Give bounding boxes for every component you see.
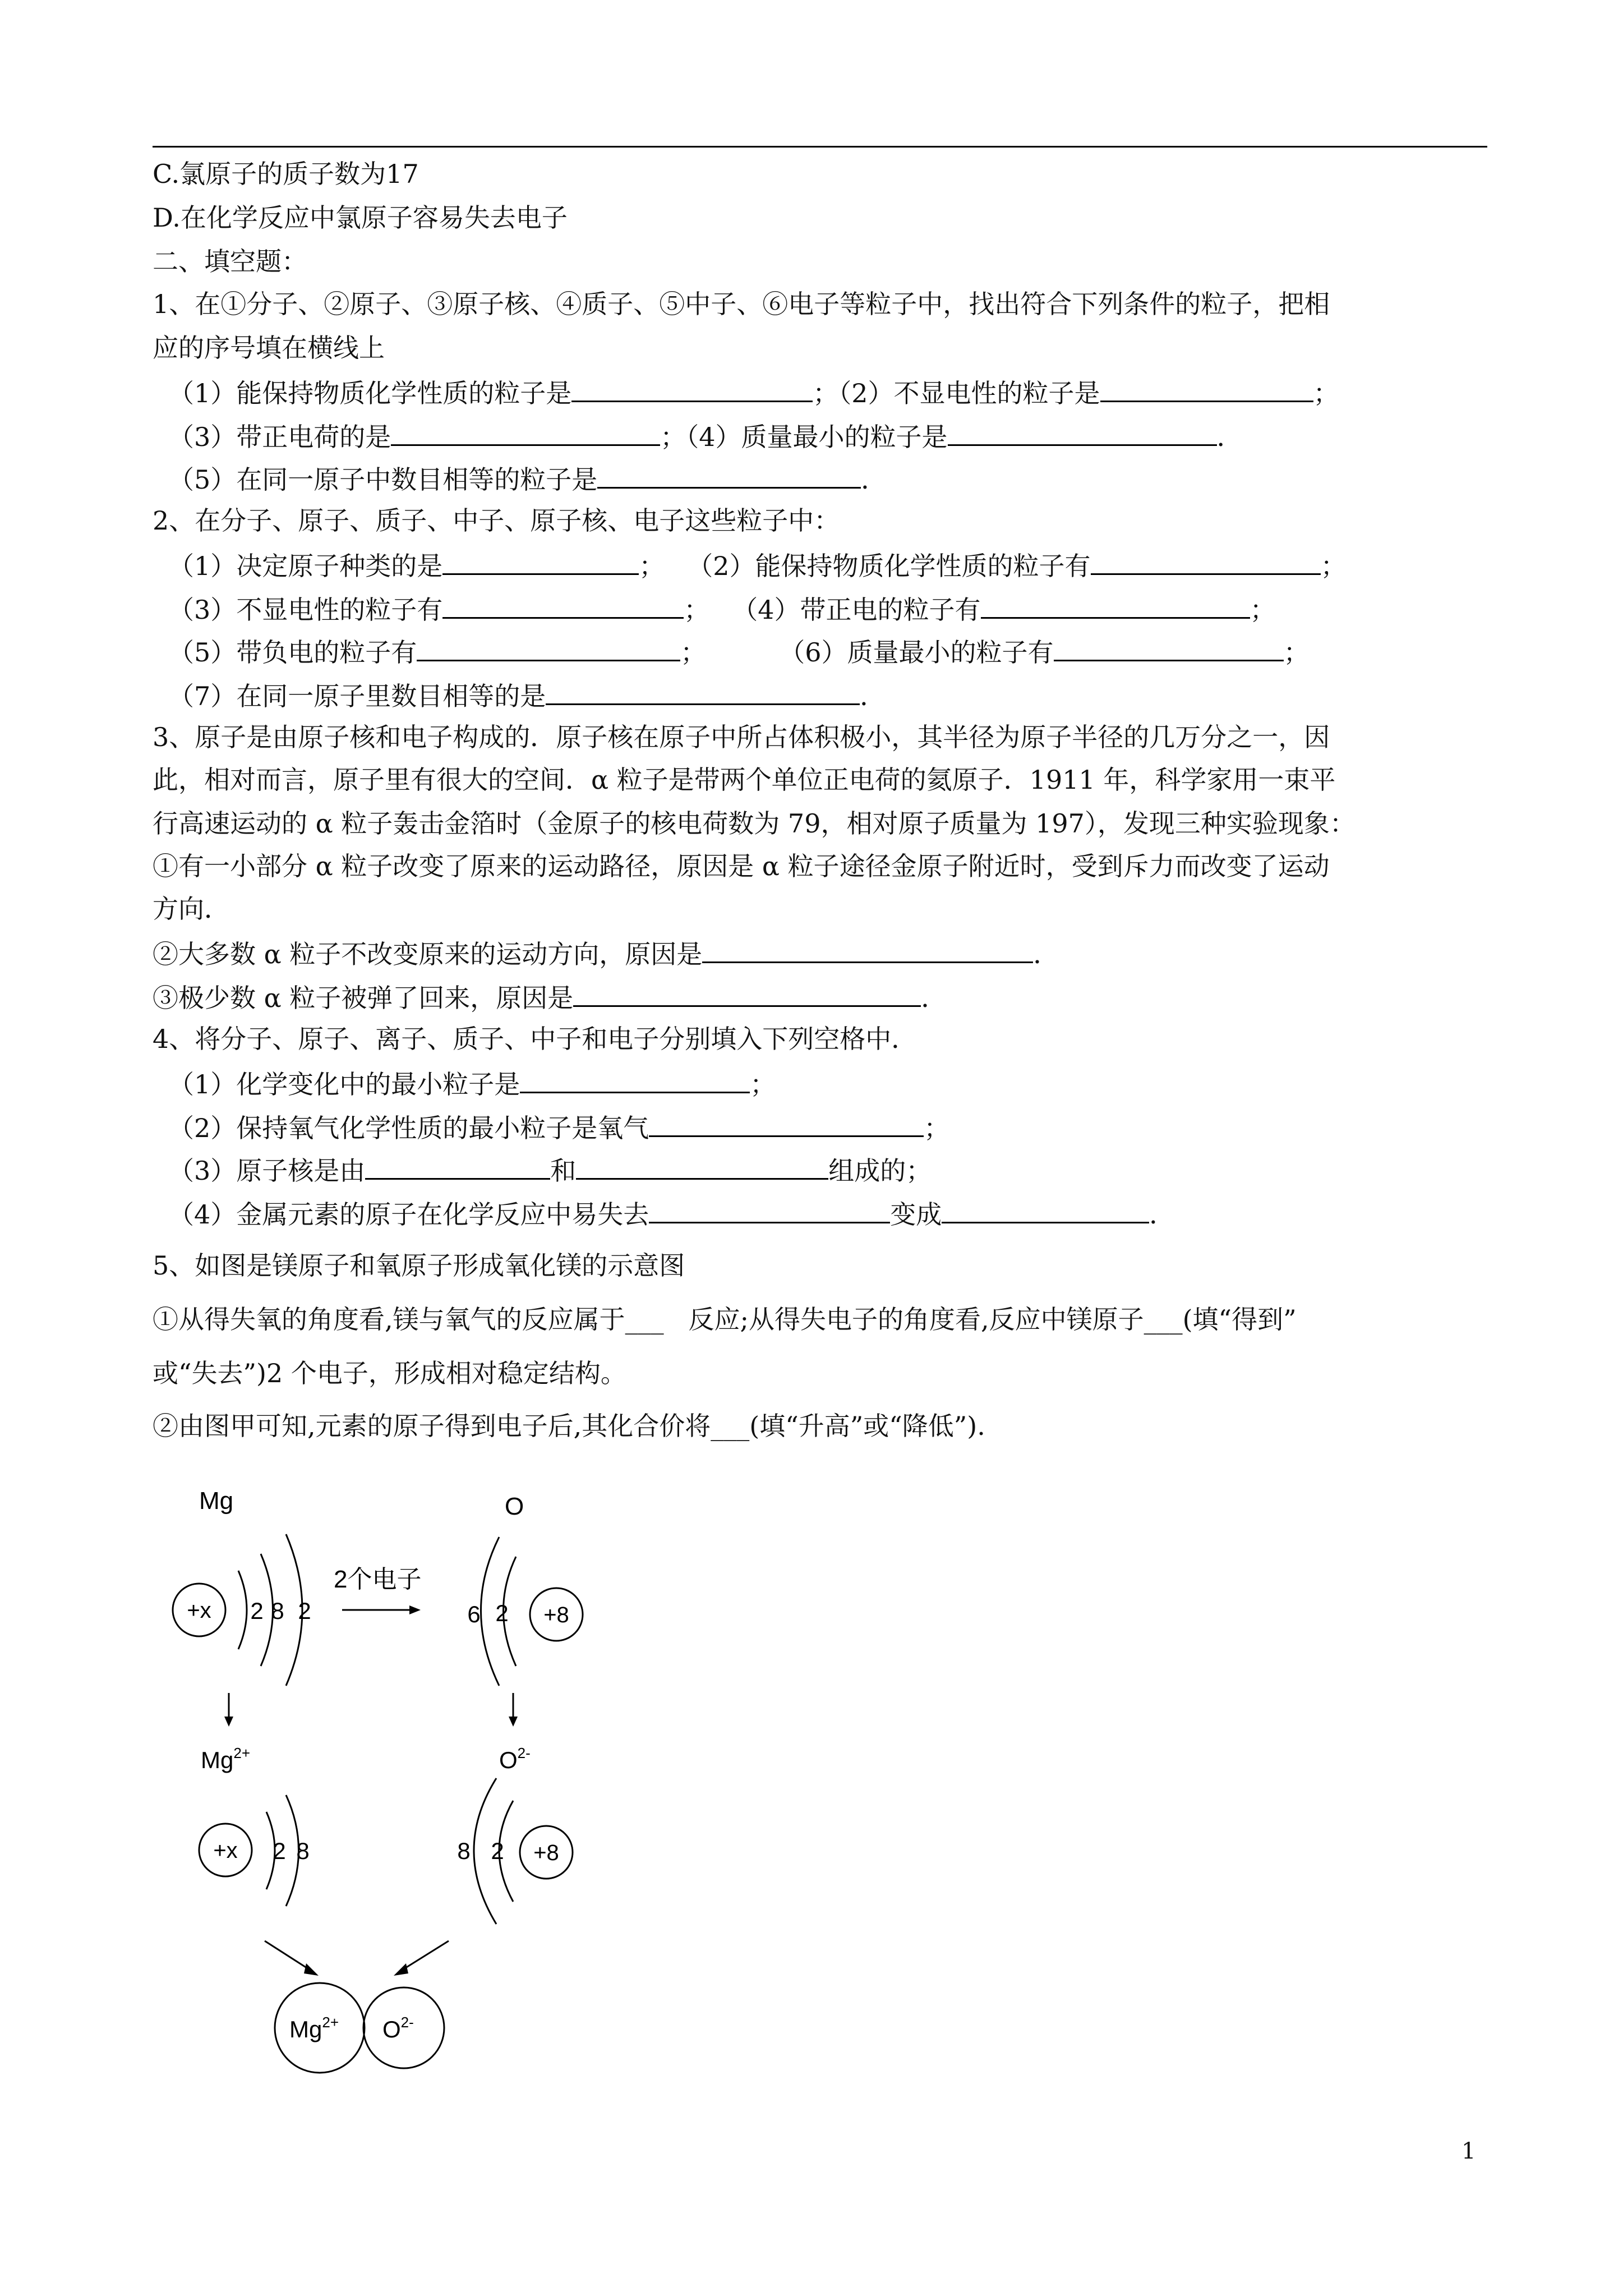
arrow-head (409, 1605, 421, 1614)
mgo-formation-diagram (140, 1475, 623, 2081)
merge-arrow (404, 1941, 449, 1969)
answer-blank[interactable] (442, 546, 639, 575)
merge-arrow (265, 1941, 308, 1969)
answer-blank[interactable] (520, 1065, 750, 1093)
o-ion-nucleus-label: +8 (533, 1841, 559, 1865)
o-ion-shell-2: 2 (491, 1838, 504, 1864)
answer-blank[interactable] (573, 978, 921, 1007)
option-c: C.氯原子的质子数为17 (153, 159, 419, 189)
answer-blank[interactable] (365, 1151, 550, 1180)
q4-stem: 4、将分子、原子、离子、质子、中子和电子分别填入下列空格中． (153, 1024, 917, 1054)
mg-ion-shell-1: 2 (273, 1838, 286, 1864)
q3-line-a: 3、原子是由原子核和电子构成的．原子核在原子中所占体积极小，其半径为原子半径的几万分之一，因 (153, 722, 1330, 752)
q1-stem-b: 应的序号填在横线上 (153, 333, 385, 363)
product-o-label: $O^{2-}$ (382, 2014, 414, 2042)
answer-blank[interactable] (546, 677, 860, 705)
mg-ion-shell-2: 8 (296, 1838, 310, 1864)
answer-blank[interactable] (1091, 546, 1321, 575)
q2-stem: 2、在分子、原子、质子、中子、原子核、电子这些粒子中： (153, 505, 840, 536)
answer-blank[interactable] (576, 1151, 828, 1180)
answer-blank[interactable] (702, 935, 1033, 963)
q3-line-c: 行高速运动的 α 粒子轰击金箔时（金原子的核电荷数为 79，相对原子质量为 197），发现三种实验现象： (153, 808, 1355, 839)
mg-ion-label: $Mg^{2+}$ (201, 1745, 251, 1773)
answer-blank[interactable] (649, 1195, 890, 1223)
mg-shell-3: 2 (298, 1598, 311, 1624)
answer-blank[interactable] (981, 590, 1250, 619)
q4-line-3: （3）原子核是由 和 组成的； (168, 1151, 932, 1188)
electron-transfer-label: 2个电子 (334, 1566, 422, 1593)
q4-line-1: （1）化学变化中的最小粒子是 ； (168, 1065, 776, 1101)
o-shell-1: 6 (467, 1601, 481, 1627)
q1-line-3: （5）在同一原子中数目相等的粒子是 ． (168, 460, 887, 496)
shell-arc (238, 1571, 247, 1649)
q1-stem-a: 1、在①分子、②原子、③原子核、④质子、⑤中子、⑥电子等粒子中，找出符合下列条件的粒子，把相 (153, 289, 1330, 319)
arrow-head (224, 1717, 233, 1727)
q2-line-1: （1）决定原子种类的是 ； （2）能保持物质化学性质的粒子有 ； (168, 546, 1347, 583)
option-d: D.在化学反应中氯原子容易失去电子 (153, 203, 568, 233)
answer-blank[interactable] (948, 417, 1217, 446)
q3-line-g: ③极少数 α 粒子被弹了回来，原因是 ． (153, 978, 947, 1015)
answer-blank[interactable] (571, 374, 813, 402)
arrow-head (394, 1963, 408, 1976)
answer-blank[interactable] (417, 633, 680, 661)
product-mg-label: $Mg^{2+}$ (289, 2014, 339, 2042)
arrow-head (304, 1963, 319, 1976)
mg-ion-nucleus-label: +x (213, 1838, 238, 1863)
q3-line-b: 此，相对而言，原子里有很大的空间．α 粒子是带两个单位正电荷的氦原子．1911 年，科学家用一束平 (153, 765, 1336, 795)
answer-blank[interactable] (1054, 633, 1284, 661)
answer-blank[interactable] (597, 460, 861, 489)
mg-nucleus-label: +x (187, 1598, 211, 1623)
q3-line-d: ①有一小部分 α 粒子改变了原来的运动路径，原因是 α 粒子途径金原子附近时，受到斥力而改变了运动 (153, 851, 1330, 881)
o-ion-shell-1: 8 (457, 1838, 471, 1864)
answer-blank[interactable] (942, 1195, 1149, 1223)
o-ion-label: $O^{2-}$ (499, 1745, 531, 1773)
answer-blank[interactable] (1100, 374, 1313, 402)
mg-shell-2: 8 (271, 1598, 284, 1624)
page-number: 1 (1461, 2138, 1476, 2164)
q5-stem: 5、如图是镁原子和氧原子形成氧化镁的示意图 (153, 1250, 685, 1281)
answer-blank[interactable] (442, 590, 684, 619)
q3-line-f: ②大多数 α 粒子不改变原来的运动方向，原因是 ． (153, 935, 1059, 971)
q2-line-3: （5）带负电的粒子有 ； （6）质量最小的粒子有 ； (168, 633, 1310, 669)
q4-line-4: （4）金属元素的原子在化学反应中易失去 变成 ． (168, 1195, 1175, 1231)
q2-line-2: （3）不显电性的粒子有 ； （4）带正电的粒子有 ； (168, 590, 1276, 627)
o-shell-2: 2 (495, 1600, 509, 1626)
q5-line-1a: ①从得失氧的角度看,镁与氧气的反应属于___ 反应;从得失电子的角度看,反应中镁原子___(填“得到” (153, 1304, 1297, 1335)
q5-line-1b: 或“失去”)2 个电子，形成相对稳定结构。 (153, 1358, 626, 1388)
o-atom-label: O (505, 1493, 524, 1520)
q4-line-2: （2）保持氧气化学性质的最小粒子是氧气 ； (168, 1108, 949, 1145)
q1-line-1: （1）能保持物质化学性质的粒子是 ；（2）不显电性的粒子是 ； (168, 374, 1339, 410)
q3-line-e: 方向． (153, 894, 230, 924)
mg-shell-1: 2 (250, 1598, 264, 1624)
q5-line-2: ②由图甲可知,元素的原子得到电子后,其化合价将___(填“升高”或“降低”). (153, 1411, 985, 1441)
o-nucleus-label: +8 (543, 1603, 569, 1627)
section-heading: 二、填空题： (153, 246, 307, 277)
q2-line-4: （7）在同一原子里数目相等的是 ． (168, 677, 886, 713)
q1-line-2: （3）带正电荷的是 ；（4）质量最小的粒子是 ． (168, 417, 1243, 454)
answer-blank[interactable] (649, 1108, 924, 1137)
mg-atom-label: Mg (199, 1487, 234, 1515)
arrow-head (509, 1717, 518, 1727)
header-rule (153, 146, 1487, 148)
answer-blank[interactable] (391, 417, 660, 446)
